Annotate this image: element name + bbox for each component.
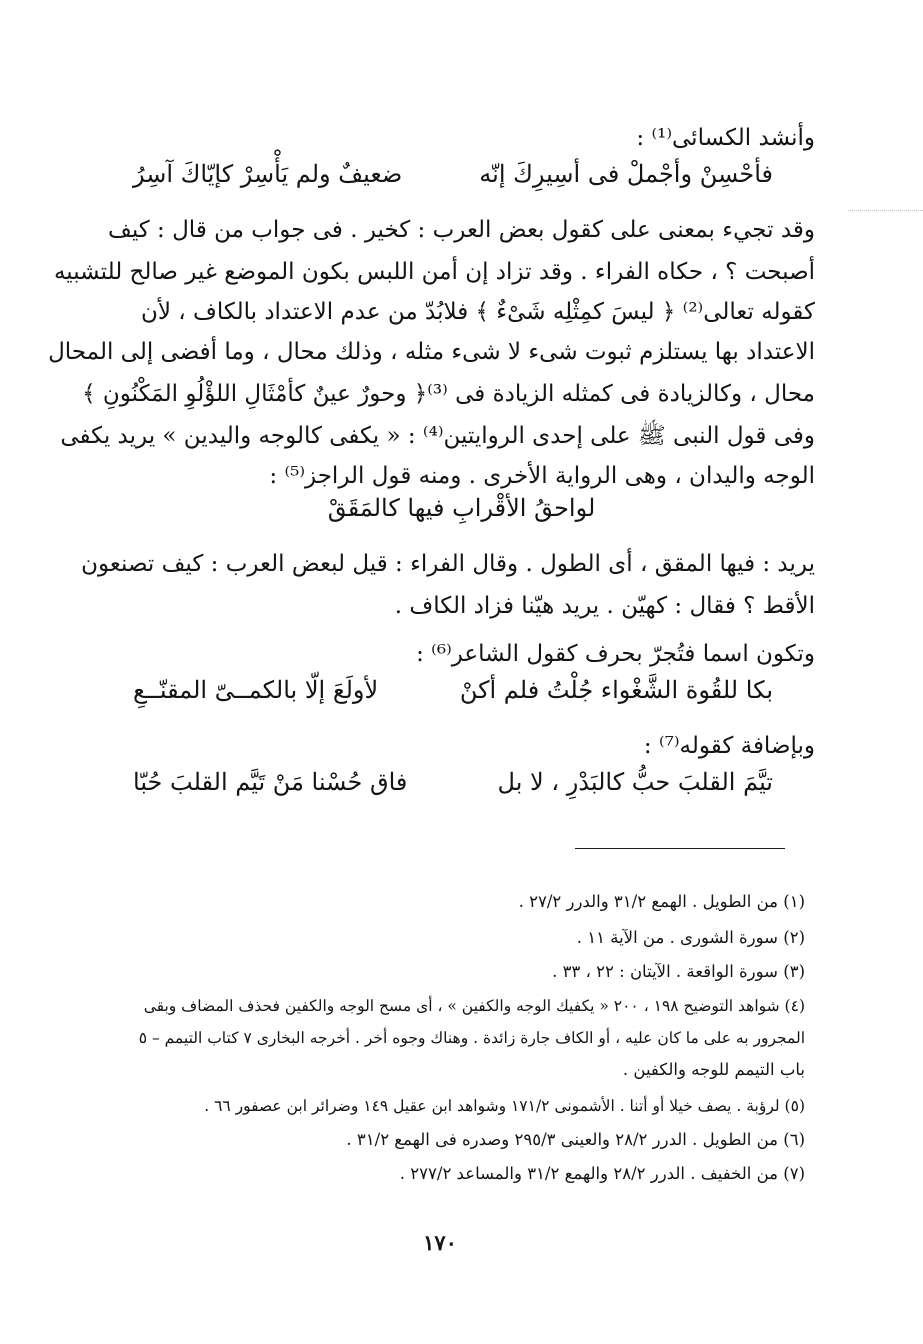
footnote-4-line-3: باب التيمم للوجه والكفين . [622,1060,805,1079]
paragraph-1-line-6: وفى قول النبى ﷺ على إحدى الروايتين⁽⁴⁾ : « يكفى كالوجه واليدين » يريد يكفى [60,423,815,449]
verse-3-second-hemistich: لأولَعَ إلّا بالكمــىّ المقنّــعِ [133,676,379,704]
page-number: ١٧٠ [423,1230,457,1255]
footnote-1: (١) من الطويل . الهمع ٣١/٢ والدرر ٢٧/٢ . [518,892,805,911]
paragraph-1-line-1: وقد تجيء بمعنى على كقول بعض العرب : كخير . فى جواب من قال : كيف [108,217,815,243]
footnote-5: (٥) لرؤبة . يصف خيلا أو أتنا . الأشمونى ١٧١/٢ وشواهد ابن عقيل ١٤٩ وضرائر ابن عصفور ٦٦ . [204,1097,805,1115]
verse-4 [133,768,773,808]
verse-2-rajaz: لواحقُ الأقْرابِ فيها كالمَقَقْ [327,494,596,522]
footnote-7: (٧) من الخفيف . الدرر ٢٨/٢ والهمع ٣١/٢ والمساعد ٢٧٧/٢ . [399,1164,805,1183]
footnote-6: (٦) من الطويل . الدرر ٢٨/٢ والعينى ٢٩٥/٣ وصدره فى الهمع ٣١/٢ . [346,1130,805,1149]
margin-scan-mark [848,210,923,217]
intro-line-poet-6: وتكون اسما فتُجرّ بحرف كقول الشاعر⁽⁶⁾ : [416,641,815,667]
paragraph-1-line-2: أصبحت ؟ ، حكاه الفراء . وقد تزاد إن أمن اللبس بكون الموضع غير صالح للتشبيه [53,259,815,285]
paragraph-1-line-3: كقوله تعالى⁽²⁾ ﴿ ليسَ كمِثْلِه شَىْءٌ ﴾ فلابُدّ من عدم الاعتداد بالكاف ، لأن [140,299,815,325]
verse-3-first-hemistich: بكا للقُوة الشَّغْواء جُلْتُ فلم أكنْ [459,676,773,704]
paragraph-1-line-5: محال ، وكالزيادة فى كمثله الزيادة فى ⁽³⁾﴿ وحورٌ عينٌ كأمْثَالِ اللؤْلُوِ المَكْنُونِ ﴾ [82,381,815,407]
verse-1 [133,160,773,200]
footnote-separator [575,848,785,849]
verse-4-second-hemistich: فاق حُسْنا مَنْ تَيَّم القلبَ حُبّا [133,768,408,796]
paragraph-2-line-1: يريد : فيها المقق ، أى الطول . وقال الفراء : قيل لبعض العرب : كيف تصنعون [81,551,815,577]
paragraph-2-line-2: الأقط ؟ فقال : كهيّن . يريد هيّنا فزاد الكاف . [394,593,815,619]
footnote-2: (٢) سورة الشورى . من الآية ١١ . [576,928,805,947]
paragraph-1-line-4: الاعتداد بها يستلزم ثبوت شىء لا شىء مثله ، وذلك محال ، وما أفضى إلى المحال [48,339,815,365]
verse-3 [133,676,773,716]
verse-1-first-hemistich: فأحْسِنْ وأجْملْ فى أسِيرِكَ إنّه [479,160,773,188]
footnote-4-line-2: المجرور به على ما كان عليه ، أو الكاف جارة زائدة . وهناك وجوه أخر . أخرجه البخارى ٧ كتاب التيمم – ٥ [138,1029,805,1047]
paragraph-1-line-7: الوجه واليدان ، وهى الرواية الأخرى . ومنه قول الراجز⁽⁵⁾ : [269,463,815,489]
intro-line-kisai: وأنشد الكسائى⁽¹⁾ : [636,125,815,151]
footnote-4-line-1: (٤) شواهد التوضيح ١٩٨ ، ٢٠٠ « يكفيك الوجه والكفين » ، أى مسح الوجه والكفين فحذف المضاف وبقى [143,997,805,1015]
verse-1-second-hemistich: ضعيفٌ ولم يَأْسِرْ كإيّاكَ آسِرُ [133,160,403,188]
footnote-3: (٣) سورة الواقعة . الآيتان : ٢٢ ، ٣٣ . [552,962,805,981]
verse-4-first-hemistich: تيَّمَ القلبَ حبُّ كالبَدْرِ ، لا بل [497,768,773,796]
intro-line-idafa: وبإضافة كقوله⁽⁷⁾ : [643,733,815,759]
